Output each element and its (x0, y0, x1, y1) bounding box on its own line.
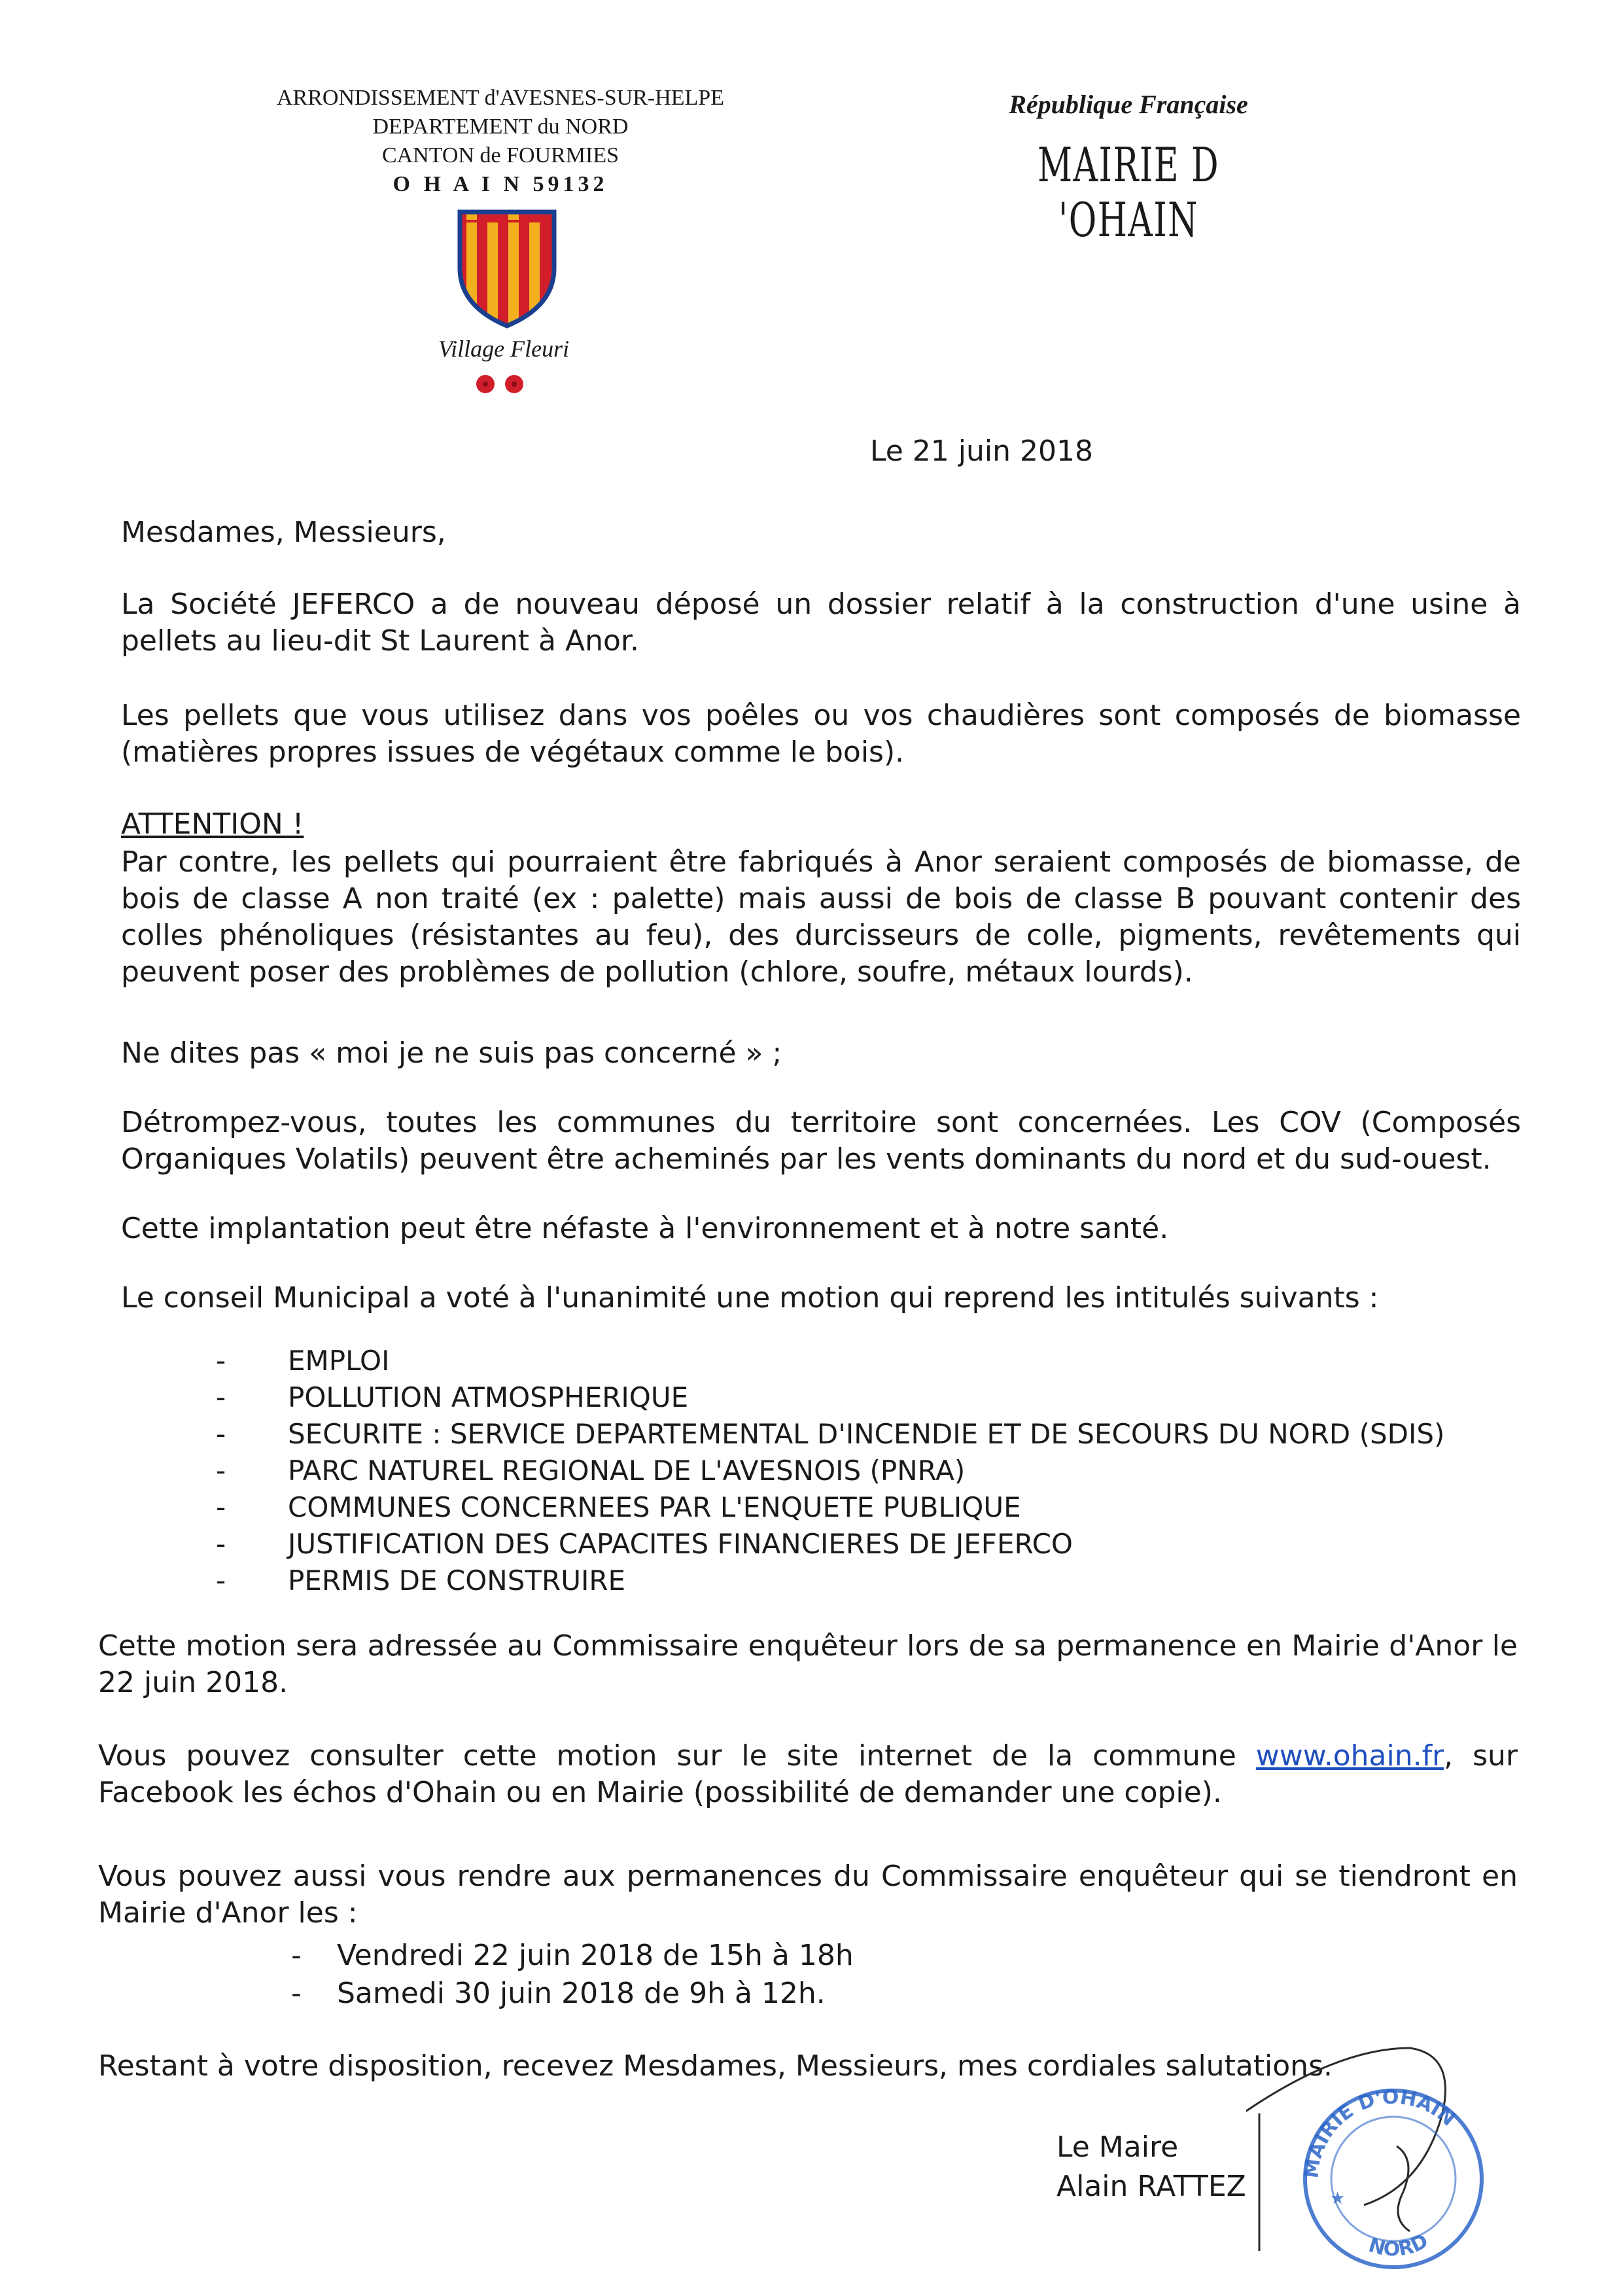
paragraph-motion: Le conseil Municipal a voté à l'unanimité une motion qui reprend les intitulés suivants : (121, 1281, 1379, 1315)
paragraph-sante: Cette implantation peut être néfaste à l'environnement et à notre santé. (121, 1212, 1169, 1245)
list-item: - EMPLOI (288, 1343, 1444, 1379)
arrondissement-line: ARRONDISSEMENT d'AVESNES-SUR-HELPE (276, 86, 724, 110)
list-dash: - (216, 1455, 226, 1487)
letterhead-address (164, 84, 837, 199)
motion-list (216, 1343, 1445, 1599)
canton-line: CANTON de FOURMIES (381, 143, 620, 168)
commune-line: O H A I N 59132 (393, 172, 608, 196)
signature-name: Alain RATTEZ (1056, 2170, 1246, 2203)
svg-text:★: ★ (1330, 2189, 1346, 2208)
mairie-title: MAIRIE D 'OHAIN (1038, 137, 1219, 247)
permanences-list (291, 1937, 854, 2013)
village-fleuri-label: Village Fleuri (438, 336, 570, 362)
list-item: - POLLUTION ATMOSPHERIQUE (288, 1379, 1444, 1416)
stamp-bottom-text: NORD (1366, 2229, 1432, 2261)
salutation: Mesdames, Messieurs, (121, 516, 446, 549)
stamp-top-text: MAIRIE D'OHAIN (1300, 2085, 1460, 2180)
list-dash: - (216, 1418, 226, 1450)
closing-paragraph: Restant à votre disposition, recevez Mesdames, Messieurs, mes cordiales salutations. (98, 2049, 1333, 2083)
list-dash: - (216, 1564, 226, 1597)
list-item: - COMMUNES CONCERNEES PAR L'ENQUETE PUBLIQUE (288, 1489, 1444, 1526)
list-dash: - (216, 1381, 226, 1413)
paragraph-composition: Par contre, les pellets qui pourraient être fabriqués à Anor seraient composés de biomasse, de bois de classe A non traité (ex : palette) mais aussi de bois de classe B pouvant contenir des colles phénoliques (résistantes au feu), des durcisseurs de colle, pigments, revêtements qui peuvent poser des problèmes de pollution (chlore, soufre, métaux lourds). (121, 845, 1521, 989)
paragraph-dossier: La Société JEFERCO a de nouveau déposé un dossier relatif à la construction d'une usine à pellets au lieu-dit St Laurent à Anor. (121, 588, 1521, 658)
list-dash: - (216, 1528, 226, 1560)
list-item: - Vendredi 22 juin 2018 de 15h à 18h (337, 1937, 854, 1975)
list-item: - JUSTIFICATION DES CAPACITES FINANCIERES DE JEFERCO (288, 1526, 1444, 1563)
paragraph-consulter: Vous pouvez consulter cette motion sur le site internet de la commune www.ohain.fr, sur Facebook les échos d'Ohain ou en Mairie (possibilité de demander une copie). (98, 1739, 1518, 1809)
paragraph-concerne: Ne dites pas « moi je ne suis pas concerné » ; (121, 1036, 782, 1070)
signature-role: Le Maire (1056, 2130, 1179, 2164)
svg-text:NORD (1366, 2229, 1432, 2261)
paragraph-commissaire: Cette motion sera adressée au Commissaire enquêteur lors de sa permanence en Mairie d'Anor le 22 juin 2018. (98, 1629, 1518, 1699)
paragraph-cov: Détrompez-vous, toutes les communes du territoire sont concernées. Les COV (Composés Organiques Volatils) peuvent être acheminés par les vents dominants du nord et du sud-ouest. (121, 1106, 1521, 1176)
paragraph-permanences: Vous pouvez aussi vous rendre aux permanences du Commissaire enquêteur qui se tiendront en Mairie d'Anor les : (98, 1860, 1518, 1930)
coat-of-arms-logo (455, 208, 559, 329)
list-dash: - (291, 1939, 302, 1972)
flower-icon (471, 370, 530, 398)
website-link[interactable]: www.ohain.fr (1255, 1739, 1444, 1773)
republique-francaise-label: République Française (1009, 90, 1248, 119)
paragraph-pellets: Les pellets que vous utilisez dans vos poêles ou vos chaudières sont composés de biomasse (matières propres issues de végétaux comme le bois). (121, 699, 1521, 769)
attention-heading: ATTENTION ! (121, 807, 304, 841)
letter-date: Le 21 juin 2018 (870, 434, 1093, 468)
list-item: - PARC NATUREL REGIONAL DE L'AVESNOIS (PNRA) (288, 1453, 1444, 1489)
list-item: - Samedi 30 juin 2018 de 9h à 12h. (337, 1975, 854, 2013)
departement-line: DEPARTEMENT du NORD (372, 115, 629, 139)
list-dash: - (216, 1491, 226, 1523)
list-dash: - (291, 1977, 302, 2010)
list-item: - PERMIS DE CONSTRUIRE (288, 1563, 1444, 1599)
list-dash: - (216, 1345, 226, 1377)
official-stamp (1246, 2035, 1495, 2290)
list-item: - SECURITE : SERVICE DEPARTEMENTAL D'INCENDIE ET DE SECOURS DU NORD (SDIS) (288, 1416, 1444, 1453)
